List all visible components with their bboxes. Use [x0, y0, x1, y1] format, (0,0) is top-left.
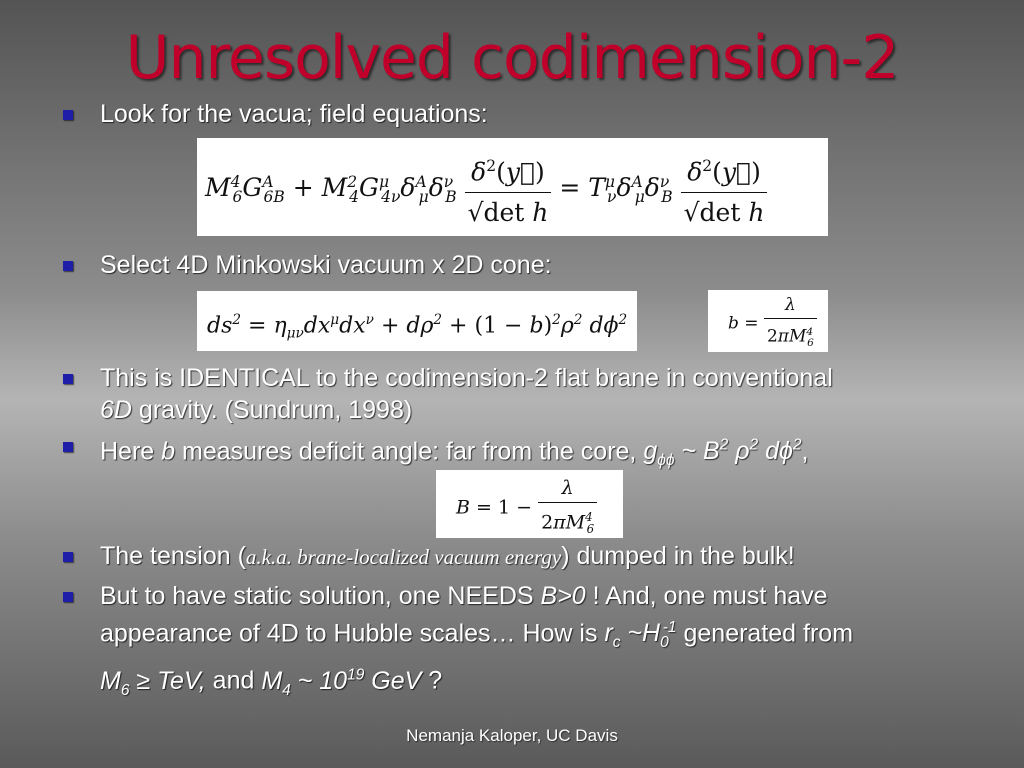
bullet-tension-bulk: [60, 540, 980, 573]
bullet-static-solution: [60, 580, 980, 707]
bullet-marker-icon: [63, 374, 73, 384]
bullet-field-equations: [60, 98, 980, 130]
b-definition-box: [708, 290, 828, 352]
bullet-marker-icon: [63, 261, 73, 271]
bullet-marker-icon: [63, 592, 73, 602]
bullet-text: Here b measures deficit angle: far from the core, $g_{\phi\phi}$ ~ $B^2$ $\rho^2$ $d\phi^2$,: [100, 437, 809, 470]
slide-title: Unresolved codimension-2: [125, 23, 899, 93]
b-definition: b = $\frac{\lambda}{2\pi M^4_6}$: [728, 292, 817, 356]
B-definition: B = 1 − $\frac{\lambda}{2\pi M^4_6}$: [456, 474, 597, 543]
bullet-marker-icon: [63, 552, 73, 562]
B-definition-box: [436, 470, 623, 538]
field-equation-box: [197, 138, 828, 236]
bullet-marker-icon: [63, 110, 73, 120]
bullet-text: This is IDENTICAL to the codimension-2 flat brane in conventional 6D gravity. (Sundrum, 1998): [100, 364, 833, 424]
bullet-identical-sundrum: [60, 362, 980, 426]
metric-equation: $ds^2 = \eta_{\mu\nu}dx^\mu dx^\nu + d\rho^2 + (1 - b)^2\rho^2$ $d\phi^2$: [207, 312, 628, 342]
metric-equation-box: [197, 291, 637, 351]
field-equation: $M^4_6G^A_{6B} + M^2_4G^\mu_{4\nu}\delta^A_\mu\delta^\nu_B$ $\frac{\delta^2(y⃗)}{\text{√det h}}$ = $T^\mu_\nu\delta^A_\mu\delta^\nu_B$ $\frac{\delta^2(y⃗)}{\text{√det h}}$: [205, 146, 767, 233]
bullet-marker-icon: [63, 442, 73, 452]
bullet-text: Select 4D Minkowski vacuum x 2D cone:: [100, 251, 552, 279]
bullet-minkowski-vacuum: [60, 249, 980, 281]
bullet-text: Look for the vacua; field equations:: [100, 100, 488, 128]
footer-author: Nemanja Kaloper, UC Davis: [406, 726, 618, 745]
bullet-text: The tension (a.k.a. brane-localized vacuum energy) dumped in the bulk!: [100, 542, 795, 570]
bullet-text: But to have static solution, one NEEDS B>0 ! And, one must have appearance of 4D to Hubble scales… How is $r_c$ $\sim H_0^{-1}$ generated from $M_6$ ≥ TeV, and $M_4$ ~ $10^{19}$ GeV ?: [100, 582, 854, 699]
